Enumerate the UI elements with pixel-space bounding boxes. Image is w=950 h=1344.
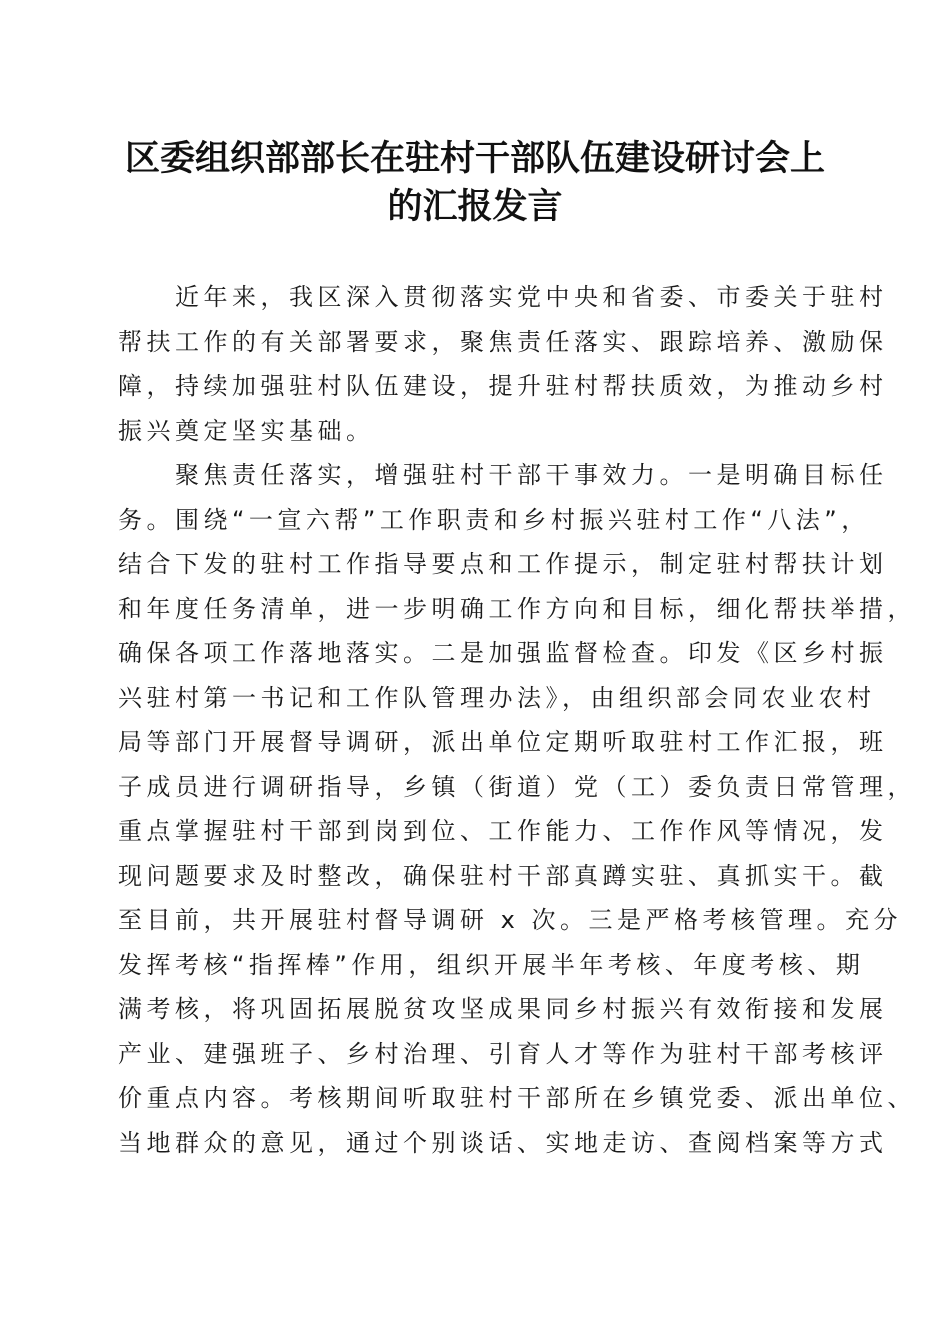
- text-line: 产业、建强班子、乡村治理、引育人才等作为驻村干部考核评: [118, 1039, 888, 1068]
- text-line: 当地群众的意见，通过个别谈话、实地走访、查阅档案等方式: [118, 1128, 888, 1157]
- title-line-2: 的汇报发言: [387, 186, 563, 227]
- text-line: 务。围绕“一宣六帮”工作职责和乡村振兴驻村工作“八法”，: [118, 505, 870, 534]
- text-line: 聚焦责任落实，增强驻村干部干事效力。一是明确目标任: [175, 461, 888, 489]
- text-line: 价重点内容。考核期间听取驻村干部所在乡镇党委、派出单位、: [118, 1084, 916, 1112]
- text-line: 兴驻村第一书记和工作队管理办法》，由组织部会同农业农村: [118, 683, 876, 712]
- text-line: 和年度任务清单，进一步明确工作方向和目标，细化帮扶举措，: [118, 594, 916, 623]
- text-line: 近年来，我区深入贯彻落实党中央和省委、市委关于驻村: [175, 283, 888, 311]
- document-title: [110, 135, 840, 231]
- paragraph-1: [118, 275, 888, 453]
- text-line: 局等部门开展督导调研，派出单位定期听取驻村工作汇报，班: [118, 728, 888, 756]
- text-line: 子成员进行调研指导，乡镇（街道）党（工）委负责日常管理，: [118, 772, 916, 801]
- text-line: 障，持续加强驻村队伍建设，提升驻村帮扶质效，为推动乡村: [118, 372, 888, 400]
- text-line: 发挥考核“指挥棒”作用，组织开展半年考核、年度考核、期: [118, 950, 865, 979]
- text-line: 确保各项工作落地落实。二是加强监督检查。印发《区乡村振: [118, 639, 888, 667]
- text-line: 现问题要求及时整改，确保驻村干部真蹲实驻、真抓实干。截: [118, 861, 888, 890]
- text-line: 帮扶工作的有关部署要求，聚焦责任落实、跟踪培养、激励保: [118, 327, 888, 356]
- text-line: 结合下发的驻村工作指导要点和工作提示，制定驻村帮扶计划: [118, 550, 888, 578]
- text-line: 满考核，将巩固拓展脱贫攻坚成果同乡村振兴有效衔接和发展: [118, 995, 888, 1023]
- text-line: 重点掌握驻村干部到岗到位、工作能力、工作作风等情况，发: [118, 817, 888, 845]
- paragraph-2: [118, 453, 916, 1165]
- title-line-1: 区委组织部部长在驻村干部队伍建设研讨会上: [124, 138, 825, 179]
- document-body: [118, 275, 916, 1165]
- text-line: 至目前，共开展驻村督导调研 x 次。三是严格考核管理。充分: [118, 906, 902, 934]
- text-line: 振兴奠定坚实基础。: [118, 416, 375, 445]
